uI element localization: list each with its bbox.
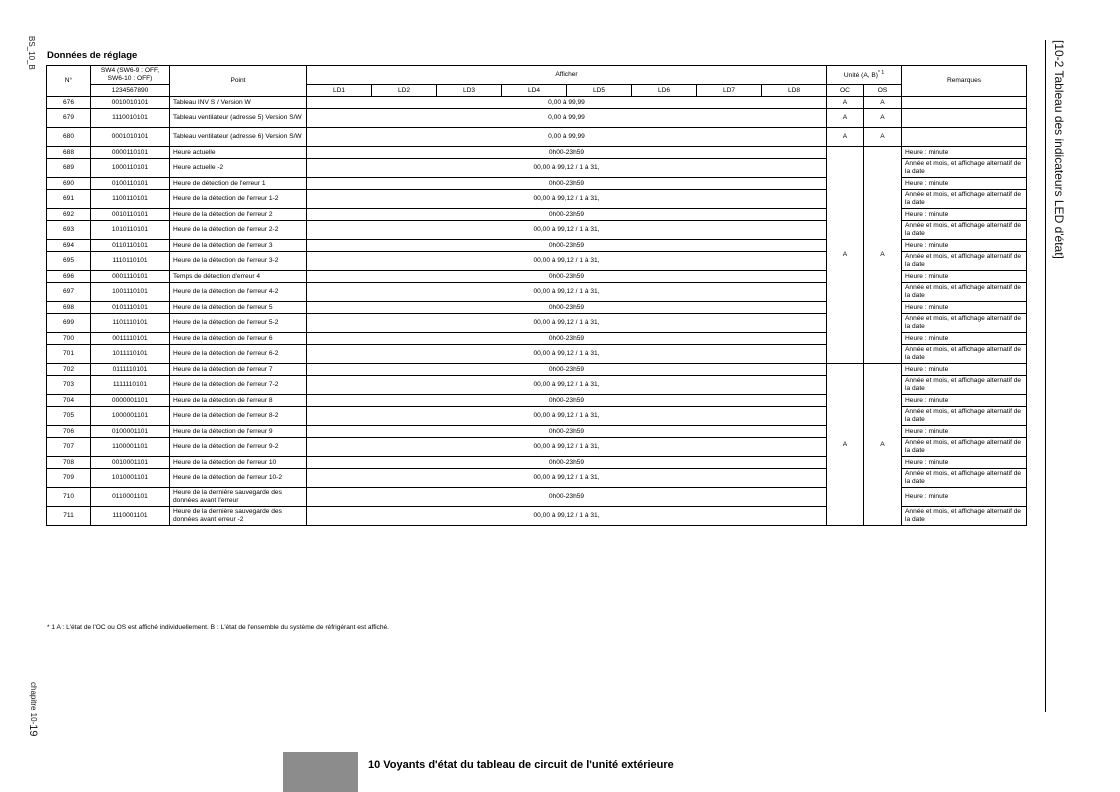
document-code: BS_10_B xyxy=(27,36,36,70)
row-number: 694 xyxy=(47,240,91,252)
row-display: 00,00 à 99,12 / 1 à 31, xyxy=(307,438,827,457)
header-os: OS xyxy=(864,85,902,97)
row-number: 689 xyxy=(47,159,91,178)
row-number: 698 xyxy=(47,302,91,314)
row-number: 702 xyxy=(47,364,91,376)
row-point: Heure de la détection de l'erreur 9 xyxy=(170,426,307,438)
row-display: 0,00 à 99,99 xyxy=(307,128,827,147)
row-remark xyxy=(902,128,1027,147)
row-display: 00,00 à 99,12 / 1 à 31, xyxy=(307,190,827,209)
table-row xyxy=(47,128,1027,147)
row-remark: Heure : minute xyxy=(902,488,1027,507)
row-number: 708 xyxy=(47,457,91,469)
row-number: 709 xyxy=(47,469,91,488)
row-point: Tableau ventilateur (adresse 6) Version S/W xyxy=(170,128,307,147)
row-number: 705 xyxy=(47,407,91,426)
row-unit-os: A xyxy=(864,97,902,109)
row-remark: Heure : minute xyxy=(902,147,1027,159)
row-switch-setting: 0100001101 xyxy=(91,426,170,438)
row-point: Heure de la détection de l'erreur 6 xyxy=(170,333,307,345)
header-ld5: LD5 xyxy=(567,85,632,97)
header-afficher: Afficher xyxy=(307,66,827,85)
row-number: 690 xyxy=(47,178,91,190)
footer-gray-box xyxy=(283,752,358,792)
row-point: Heure actuelle -2 xyxy=(170,159,307,178)
header-sw: SW4 (SW6-9 : OFF, SW6-10 : OFF) xyxy=(91,66,170,85)
table-row xyxy=(47,109,1027,128)
footnote: * 1 A : L'état de l'OC ou OS est affiché individuellement. B : L'état de l'ensemble du système de réfrigérant est affiché. xyxy=(47,624,389,631)
row-switch-setting: 0001010101 xyxy=(91,128,170,147)
row-switch-setting: 0110110101 xyxy=(91,240,170,252)
row-display: 00,00 à 99,12 / 1 à 31, xyxy=(307,407,827,426)
led-settings-table xyxy=(46,65,1027,526)
row-remark: Heure : minute xyxy=(902,302,1027,314)
row-switch-setting: 0010010101 xyxy=(91,97,170,109)
row-display: 00,00 à 99,12 / 1 à 31, xyxy=(307,469,827,488)
row-remark: Année et mois, et affichage alternatif de la date xyxy=(902,252,1027,271)
row-remark: Année et mois, et affichage alternatif de la date xyxy=(902,438,1027,457)
row-point: Heure de la détection de l'erreur 2 xyxy=(170,209,307,221)
row-number: 699 xyxy=(47,314,91,333)
header-ld6: LD6 xyxy=(632,85,697,97)
row-display: 0h00-23h59 xyxy=(307,395,827,407)
right-margin-rule xyxy=(1045,40,1046,712)
row-remark: Heure : minute xyxy=(902,209,1027,221)
row-switch-setting: 0100110101 xyxy=(91,178,170,190)
row-number: 701 xyxy=(47,345,91,364)
group-unit-os: A xyxy=(864,364,902,526)
header-ld3: LD3 xyxy=(437,85,502,97)
row-point: Heure de la détection de l'erreur 1-2 xyxy=(170,190,307,209)
table-row xyxy=(47,147,1027,159)
row-switch-setting: 0010110101 xyxy=(91,209,170,221)
row-switch-setting: 0110001101 xyxy=(91,488,170,507)
row-display: 0h00-23h59 xyxy=(307,240,827,252)
row-number: 700 xyxy=(47,333,91,345)
row-display: 00,00 à 99,12 / 1 à 31, xyxy=(307,283,827,302)
chapter-page-label xyxy=(27,682,39,737)
row-display: 0h00-23h59 xyxy=(307,209,827,221)
row-point: Heure de la détection de l'erreur 2-2 xyxy=(170,221,307,240)
row-point: Heure de détection de l'erreur 1 xyxy=(170,178,307,190)
row-display: 0h00-23h59 xyxy=(307,488,827,507)
header-ld1: LD1 xyxy=(307,85,372,97)
row-point: Heure de la détection de l'erreur 7-2 xyxy=(170,376,307,395)
row-switch-setting: 0000001101 xyxy=(91,395,170,407)
row-switch-setting: 1100110101 xyxy=(91,190,170,209)
row-display: 0h00-23h59 xyxy=(307,333,827,345)
row-remark: Année et mois, et affichage alternatif de la date xyxy=(902,159,1027,178)
row-remark xyxy=(902,109,1027,128)
header-ld8: LD8 xyxy=(762,85,827,97)
row-point: Heure de la détection de l'erreur 10-2 xyxy=(170,469,307,488)
row-remark: Année et mois, et affichage alternatif de la date xyxy=(902,376,1027,395)
row-display: 00,00 à 99,12 / 1 à 31, xyxy=(307,159,827,178)
header-unite-text: Unité (A, B) xyxy=(843,72,878,80)
row-remark: Année et mois, et affichage alternatif de la date xyxy=(902,314,1027,333)
header-row-1 xyxy=(47,66,1027,85)
row-number: 697 xyxy=(47,283,91,302)
row-number: 676 xyxy=(47,97,91,109)
row-number: 707 xyxy=(47,438,91,457)
row-display: 00,00 à 99,12 / 1 à 31, xyxy=(307,314,827,333)
row-point: Heure de la détection de l'erreur 3 xyxy=(170,240,307,252)
header-remarques: Remarques xyxy=(902,66,1027,97)
row-point: Heure de la détection de l'erreur 6-2 xyxy=(170,345,307,364)
row-remark: Heure : minute xyxy=(902,457,1027,469)
page-number: 19 xyxy=(27,724,39,737)
row-point: Heure de la dernière sauvegarde des données avant erreur -2 xyxy=(170,507,307,526)
row-switch-setting: 1110010101 xyxy=(91,109,170,128)
row-switch-setting: 1010110101 xyxy=(91,221,170,240)
row-point: Heure de la détection de l'erreur 5-2 xyxy=(170,314,307,333)
header-no: N° xyxy=(47,66,91,97)
row-unit-os: A xyxy=(864,109,902,128)
header-unite xyxy=(827,66,902,85)
row-display: 00,00 à 99,12 / 1 à 31, xyxy=(307,221,827,240)
table-row xyxy=(47,97,1027,109)
row-switch-setting: 1000001101 xyxy=(91,407,170,426)
row-switch-setting: 1110110101 xyxy=(91,252,170,271)
row-display: 0h00-23h59 xyxy=(307,302,827,314)
row-point: Heure de la détection de l'erreur 5 xyxy=(170,302,307,314)
group-unit-oc: A xyxy=(827,147,864,364)
row-display: 00,00 à 99,12 / 1 à 31, xyxy=(307,376,827,395)
chapter-label: chapitre 10- xyxy=(29,682,38,725)
row-remark: Heure : minute xyxy=(902,240,1027,252)
row-number: 706 xyxy=(47,426,91,438)
row-display: 0h00-23h59 xyxy=(307,426,827,438)
row-remark: Année et mois, et affichage alternatif de la date xyxy=(902,469,1027,488)
row-number: 710 xyxy=(47,488,91,507)
row-point: Heure de la détection de l'erreur 8-2 xyxy=(170,407,307,426)
row-switch-setting: 0000110101 xyxy=(91,147,170,159)
row-display: 0h00-23h59 xyxy=(307,364,827,376)
row-point: Heure de la détection de l'erreur 4-2 xyxy=(170,283,307,302)
row-point: Tableau ventilateur (adresse 5) Version S/W xyxy=(170,109,307,128)
row-display: 0,00 à 99,99 xyxy=(307,97,827,109)
row-point: Tableau INV S / Version W xyxy=(170,97,307,109)
row-switch-setting: 1110001101 xyxy=(91,507,170,526)
row-switch-setting: 0101110101 xyxy=(91,302,170,314)
row-switch-setting: 1011110101 xyxy=(91,345,170,364)
row-remark xyxy=(902,97,1027,109)
row-switch-setting: 0001110101 xyxy=(91,271,170,283)
table-body xyxy=(47,97,1027,526)
row-number: 704 xyxy=(47,395,91,407)
row-remark: Année et mois, et affichage alternatif de la date xyxy=(902,407,1027,426)
row-point: Heure de la détection de l'erreur 7 xyxy=(170,364,307,376)
row-remark: Année et mois, et affichage alternatif de la date xyxy=(902,283,1027,302)
row-number: 703 xyxy=(47,376,91,395)
row-point: Heure de la détection de l'erreur 10 xyxy=(170,457,307,469)
row-remark: Année et mois, et affichage alternatif de la date xyxy=(902,507,1027,526)
row-remark: Heure : minute xyxy=(902,426,1027,438)
row-remark: Année et mois, et affichage alternatif de la date xyxy=(902,345,1027,364)
row-switch-setting: 1000110101 xyxy=(91,159,170,178)
footer-title: 10 Voyants d'état du tableau de circuit de l'unité extérieure xyxy=(368,759,674,771)
header-unite-sup: * 1 xyxy=(877,70,885,77)
row-switch-setting: 0010001101 xyxy=(91,457,170,469)
row-unit-oc: A xyxy=(827,97,864,109)
row-display: 0,00 à 99,99 xyxy=(307,109,827,128)
header-oc: OC xyxy=(827,85,864,97)
row-point: Heure de la détection de l'erreur 9-2 xyxy=(170,438,307,457)
row-display: 0h00-23h59 xyxy=(307,178,827,190)
row-remark: Heure : minute xyxy=(902,178,1027,190)
row-switch-setting: 1111110101 xyxy=(91,376,170,395)
row-remark: Heure : minute xyxy=(902,364,1027,376)
header-ld2: LD2 xyxy=(372,85,437,97)
group-unit-oc: A xyxy=(827,364,864,526)
row-number: 691 xyxy=(47,190,91,209)
row-display: 0h00-23h59 xyxy=(307,271,827,283)
row-point: Heure de la détection de l'erreur 3-2 xyxy=(170,252,307,271)
table-row xyxy=(47,364,1027,376)
row-switch-setting: 1001110101 xyxy=(91,283,170,302)
row-remark: Heure : minute xyxy=(902,395,1027,407)
row-remark: Année et mois, et affichage alternatif de la date xyxy=(902,190,1027,209)
row-display: 00,00 à 99,12 / 1 à 31, xyxy=(307,252,827,271)
row-switch-setting: 1010001101 xyxy=(91,469,170,488)
row-switch-setting: 0111110101 xyxy=(91,364,170,376)
row-unit-oc: A xyxy=(827,109,864,128)
row-number: 692 xyxy=(47,209,91,221)
header-point: Point xyxy=(170,66,307,97)
row-number: 679 xyxy=(47,109,91,128)
row-remark: Année et mois, et affichage alternatif de la date xyxy=(902,221,1027,240)
row-point: Heure de la dernière sauvegarde des données avant l'erreur xyxy=(170,488,307,507)
section-title: [10-2 Tableau des indicateurs LED d'état] xyxy=(1052,40,1066,259)
row-number: 696 xyxy=(47,271,91,283)
row-unit-oc: A xyxy=(827,128,864,147)
row-display: 00,00 à 99,12 / 1 à 31, xyxy=(307,507,827,526)
row-display: 0h00-23h59 xyxy=(307,147,827,159)
header-ld4: LD4 xyxy=(502,85,567,97)
row-remark: Heure : minute xyxy=(902,271,1027,283)
row-switch-setting: 1101110101 xyxy=(91,314,170,333)
row-display: 0h00-23h59 xyxy=(307,457,827,469)
header-sw-digits: 1234567890 xyxy=(91,85,170,97)
row-unit-os: A xyxy=(864,128,902,147)
row-point: Heure de la détection de l'erreur 8 xyxy=(170,395,307,407)
header-ld7: LD7 xyxy=(697,85,762,97)
group-unit-os: A xyxy=(864,147,902,364)
row-switch-setting: 1100001101 xyxy=(91,438,170,457)
row-number: 693 xyxy=(47,221,91,240)
row-number: 711 xyxy=(47,507,91,526)
row-number: 688 xyxy=(47,147,91,159)
row-number: 695 xyxy=(47,252,91,271)
row-switch-setting: 0011110101 xyxy=(91,333,170,345)
row-point: Heure actuelle xyxy=(170,147,307,159)
row-display: 00,00 à 99,12 / 1 à 31, xyxy=(307,345,827,364)
row-number: 680 xyxy=(47,128,91,147)
row-remark: Heure : minute xyxy=(902,333,1027,345)
row-point: Temps de détection d'erreur 4 xyxy=(170,271,307,283)
table-heading: Données de réglage xyxy=(47,50,138,61)
